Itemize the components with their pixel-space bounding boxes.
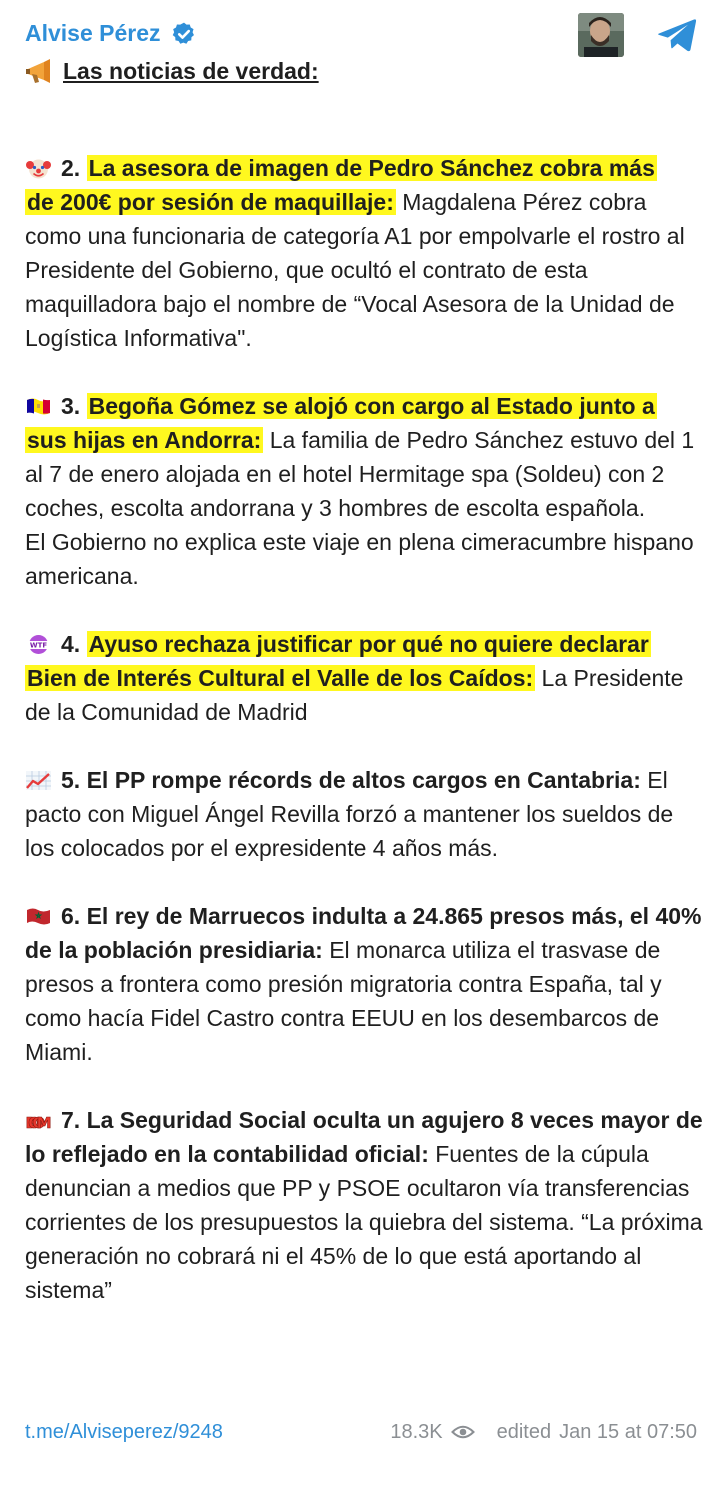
edited-label: edited [496,1420,552,1443]
news-item-4 [25,627,705,729]
news-4-headline-line2: Bien de Interés Cultural el Valle de los Caídos: [27,665,534,691]
message-body [25,151,705,1341]
boom-emoji [25,1110,52,1131]
news-3-body: La familia de Pedro Sánchez estuvo del 1 al 7 de enero alojada en el hotel Hermitage spa (Soldeu) con 2 coches, escolta andorrana y 3 hombres de escolta española. [25,427,695,521]
post-link[interactable]: t.me/Alviseperez/9248 [25,1420,223,1443]
verified-badge-icon [171,21,197,47]
andorra-flag-emoji [25,396,52,417]
news-item-2 [25,151,705,355]
news-item-3 [25,389,705,593]
news-item-5 [25,763,705,865]
news-2-number: 2. [61,155,87,181]
wtf-emoji [25,634,52,655]
news-2-headline-line2: de 200€ por sesión de maquillaje: [27,189,394,215]
chart-increasing-emoji [25,770,52,791]
news-2-body: Magdalena Pérez cobra como una funcionaria de categoría A1 por empolvarle el rostro al Presidente del Gobierno, que ocultó el contrato de esta maquilladora bajo el nombre de “Vocal Asesora de la Unidad de Logística Informativa". [25,189,685,351]
news-5-body: El pacto con Miguel Ángel Revilla forzó a mantener los sueldos de los colocados por el expresidente 4 años más. [25,767,674,861]
news-5-headline: 5. El PP rompe récords de altos cargos en Cantabria: [61,767,641,793]
message-intro [25,58,319,85]
news-3-body-2: El Gobierno no explica este viaje en plena cimeracumbre hispano americana. [25,529,694,589]
megaphone-emoji [25,59,55,85]
news-4-headline-line1: Ayuso rechaza justificar por qué no quiere declarar [88,631,649,657]
news-7-body: Fuentes de la cúpula denuncian a medios que PP y PSOE ocultaron vía transferencias corrientes de los presupuestos la quiebra del sistema. “La próxima generación no cobrará ni el 45% de lo que está aportando al sistema” [25,1141,703,1303]
news-3-number: 3. [61,393,87,419]
message-timestamp: Jan 15 at 07:50 [559,1420,697,1443]
message-meta [390,1421,697,1444]
news-3-headline-line1: Begoña Gómez se alojó con cargo al Estado junto a [88,393,655,419]
svg-text:WTF: WTF [29,641,48,650]
message-footer [25,1418,697,1446]
news-item-7 [25,1103,705,1307]
news-3-headline-line2: sus hijas en Andorra: [27,427,262,453]
avatar-photo [578,13,624,57]
news-6-body: El monarca utiliza el trasvase de presos a frontera como presión migratoria contra España, tal y como hacía Fidel Castro contra EEUU en los desembarcos de Miami. [25,937,662,1065]
view-count: 18.3K [390,1420,443,1443]
news-6-headline: 6. El rey de Marruecos indulta a 24.865 presos más, el 40% de la población presidiaria: [25,903,702,963]
svg-text:BOOM: BOOM [25,1114,52,1131]
news-2-headline-line1: La asesora de imagen de Pedro Sánchez cobra más [88,155,655,181]
channel-name-row[interactable] [25,20,197,47]
morocco-flag-emoji [25,906,52,927]
news-7-headline: 7. La Seguridad Social oculta un agujero 8 veces mayor de lo reflejado en la contabilidad oficial: [25,1107,703,1167]
news-item-6 [25,899,705,1069]
avatar[interactable] [578,13,624,57]
clown-emoji [25,158,52,179]
news-4-number: 4. [61,631,87,657]
news-4-body: La Presidente de la Comunidad de Madrid [25,665,684,725]
channel-name[interactable]: Alvise Pérez [25,20,161,46]
eye-icon [451,1424,475,1440]
intro-text: Las noticias de verdad: [63,58,319,84]
share-icon[interactable] [656,16,698,54]
